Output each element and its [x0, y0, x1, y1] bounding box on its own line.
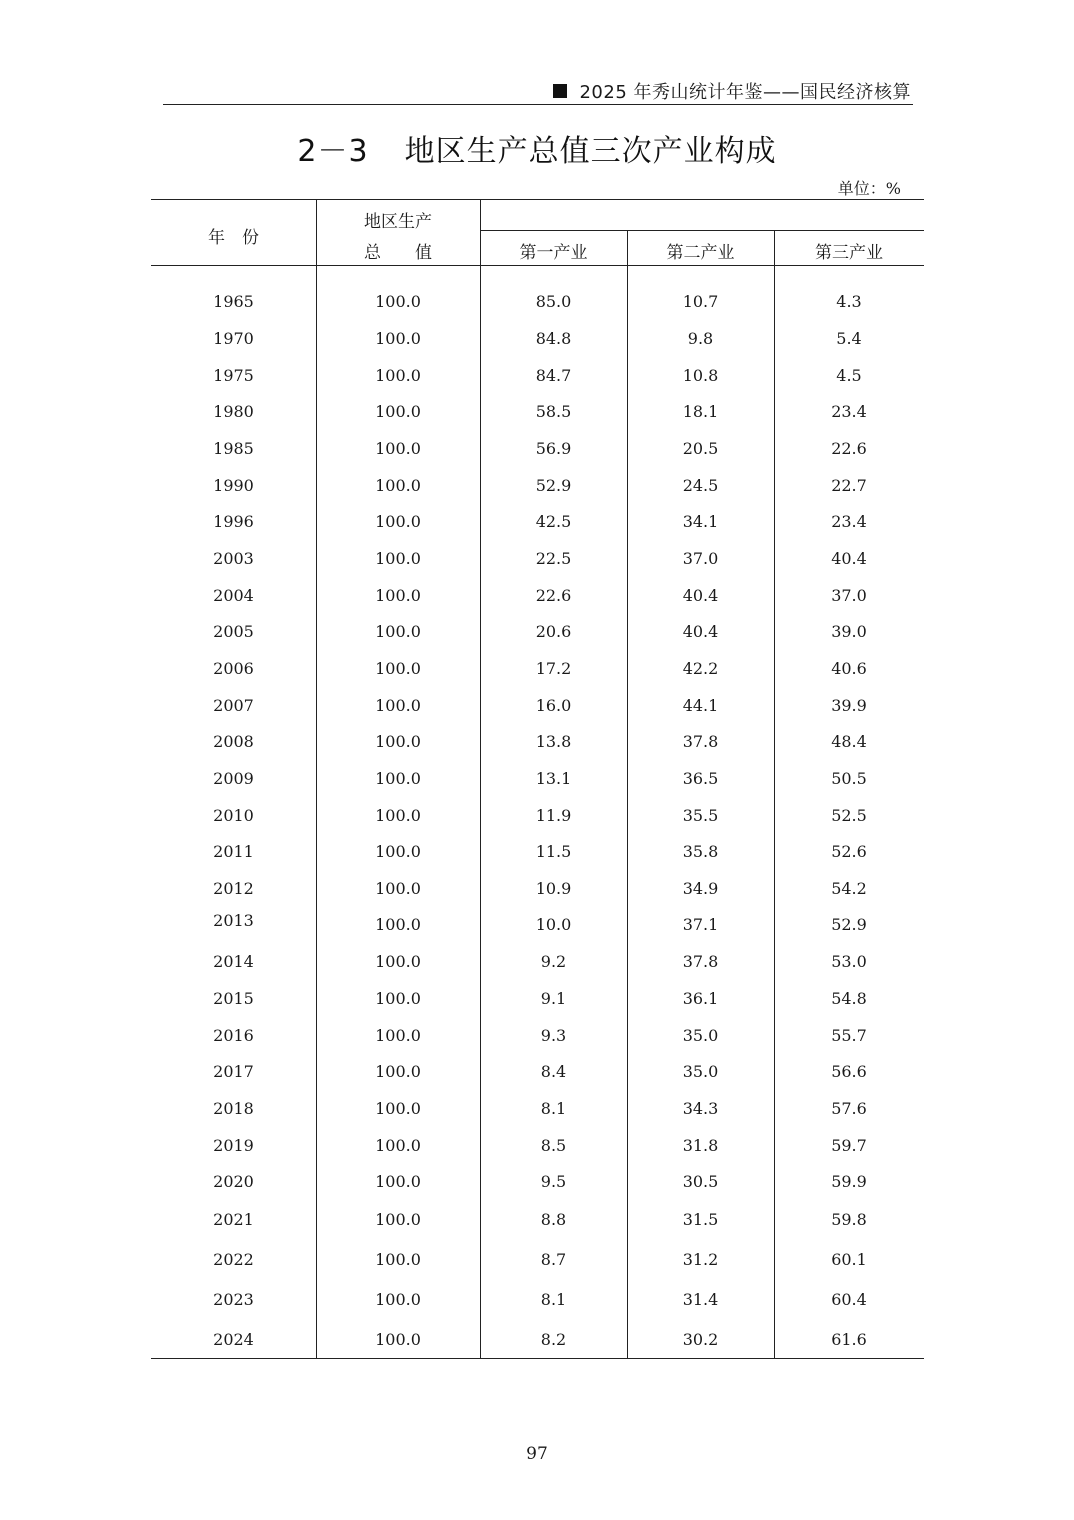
header-year: 年 份: [208, 228, 259, 248]
primary-cell: 10.9: [535, 879, 572, 898]
year-cell: 1980: [213, 402, 254, 421]
gdp-total-cell: 100.0: [375, 329, 421, 348]
header-sub-rule: [480, 230, 924, 231]
primary-cell: 11.9: [535, 806, 572, 825]
table-top-rule: [151, 199, 924, 200]
table-row: [151, 366, 924, 390]
year-cell: 2007: [213, 696, 254, 715]
table-row: [151, 911, 924, 939]
table-title: 地区生产总值三次产业构成: [404, 134, 777, 169]
primary-cell: 52.9: [535, 476, 572, 495]
secondary-cell: 35.0: [682, 1026, 719, 1045]
table-row: [151, 1136, 924, 1160]
year-cell: 1975: [213, 366, 254, 385]
table-row: [151, 952, 924, 976]
secondary-cell: 40.4: [682, 586, 719, 605]
secondary-cell: 37.1: [682, 915, 719, 934]
secondary-cell: 30.5: [682, 1172, 719, 1191]
tertiary-cell: 55.7: [831, 1026, 867, 1045]
year-cell: 2019: [213, 1136, 254, 1155]
table-row: [151, 1172, 924, 1196]
table-number: 2－3: [297, 134, 369, 169]
secondary-cell: 37.8: [682, 732, 719, 751]
tertiary-cell: 57.6: [831, 1099, 867, 1118]
gdp-total-cell: 100.0: [375, 659, 421, 678]
table-row: [151, 622, 924, 646]
tertiary-cell: 52.9: [831, 915, 867, 934]
primary-cell: 8.8: [540, 1210, 567, 1229]
gdp-total-cell: 100.0: [375, 806, 421, 825]
table-row: [151, 1210, 924, 1234]
primary-cell: 58.5: [535, 402, 572, 421]
year-cell: 2009: [213, 769, 254, 788]
tertiary-cell: 22.6: [831, 439, 867, 458]
table-row: [151, 1250, 924, 1274]
unit-label: 单位：%: [837, 179, 901, 198]
header-gdp-line2: 总 值: [364, 243, 432, 263]
gdp-total-cell: 100.0: [375, 586, 421, 605]
primary-cell: 13.8: [535, 732, 572, 751]
tertiary-cell: 40.6: [831, 659, 867, 678]
header-tertiary-industry: 第三产业: [815, 243, 883, 263]
table-row: [151, 989, 924, 1013]
primary-cell: 84.7: [535, 366, 572, 385]
header-bottom-rule: [151, 265, 924, 266]
table-row: [151, 659, 924, 683]
primary-cell: 8.2: [540, 1330, 567, 1349]
year-cell: 2015: [213, 989, 254, 1008]
primary-cell: 8.4: [540, 1062, 567, 1081]
secondary-cell: 31.4: [682, 1290, 719, 1309]
year-cell: 2010: [213, 806, 254, 825]
table-row: [151, 879, 924, 903]
year-cell: 2006: [213, 659, 254, 678]
gdp-total-cell: 100.0: [375, 1062, 421, 1081]
header-primary-industry: 第一产业: [519, 243, 588, 263]
year-cell: 2016: [213, 1026, 254, 1045]
primary-cell: 8.1: [540, 1099, 567, 1118]
year-cell: 2014: [213, 952, 254, 971]
year-cell: 2024: [213, 1330, 254, 1349]
primary-cell: 8.7: [540, 1250, 567, 1269]
table-row: [151, 476, 924, 500]
year-cell: 2021: [213, 1210, 254, 1229]
year-cell: 2020: [213, 1172, 254, 1191]
tertiary-cell: 40.4: [831, 549, 867, 568]
gdp-total-cell: 100.0: [375, 1099, 421, 1118]
tertiary-cell: 59.8: [831, 1210, 867, 1229]
tertiary-cell: 23.4: [831, 512, 867, 531]
year-cell: 1990: [213, 476, 254, 495]
year-cell: 1985: [213, 439, 254, 458]
tertiary-cell: 61.6: [831, 1330, 867, 1349]
tertiary-cell: 5.4: [836, 329, 862, 348]
tertiary-cell: 52.6: [831, 842, 867, 861]
tertiary-cell: 59.7: [831, 1136, 867, 1155]
table-bottom-rule: [151, 1358, 924, 1359]
gdp-total-cell: 100.0: [375, 366, 421, 385]
gdp-total-cell: 100.0: [375, 622, 421, 641]
secondary-cell: 24.5: [682, 476, 719, 495]
table-row: [151, 512, 924, 536]
year-cell: 2005: [213, 622, 254, 641]
tertiary-cell: 60.1: [831, 1250, 867, 1269]
secondary-cell: 20.5: [682, 439, 719, 458]
year-cell: 1996: [213, 512, 254, 531]
tertiary-cell: 50.5: [831, 769, 867, 788]
year-cell: 2003: [213, 549, 254, 568]
tertiary-cell: 39.9: [831, 696, 867, 715]
primary-cell: 11.5: [535, 842, 572, 861]
secondary-cell: 35.0: [682, 1062, 719, 1081]
gdp-total-cell: 100.0: [375, 952, 421, 971]
gdp-total-cell: 100.0: [375, 1290, 421, 1309]
page-number: 97: [526, 1444, 548, 1464]
tertiary-cell: 37.0: [831, 586, 867, 605]
gdp-total-cell: 100.0: [375, 915, 421, 934]
secondary-cell: 31.2: [682, 1250, 719, 1269]
table-row: [151, 696, 924, 720]
year-cell: 2013: [213, 911, 254, 930]
gdp-total-cell: 100.0: [375, 732, 421, 751]
gdp-total-cell: 100.0: [375, 512, 421, 531]
secondary-cell: 34.9: [682, 879, 719, 898]
tertiary-cell: 53.0: [831, 952, 867, 971]
gdp-total-cell: 100.0: [375, 696, 421, 715]
header-secondary-industry: 第二产业: [666, 243, 735, 263]
tertiary-cell: 59.9: [831, 1172, 867, 1191]
primary-cell: 85.0: [535, 292, 572, 311]
year-cell: 2012: [213, 879, 254, 898]
secondary-cell: 31.8: [682, 1136, 719, 1155]
year-cell: 2017: [213, 1062, 254, 1081]
tertiary-cell: 4.3: [836, 292, 862, 311]
gdp-total-cell: 100.0: [375, 989, 421, 1008]
table-row: [151, 329, 924, 353]
year-cell: 2022: [213, 1250, 254, 1269]
tertiary-cell: 54.2: [831, 879, 867, 898]
gdp-total-cell: 100.0: [375, 1172, 421, 1191]
tertiary-cell: 60.4: [831, 1290, 867, 1309]
tertiary-cell: 23.4: [831, 402, 867, 421]
primary-cell: 13.1: [535, 769, 572, 788]
secondary-cell: 37.8: [682, 952, 719, 971]
tertiary-cell: 39.0: [831, 622, 867, 641]
table-row: [151, 586, 924, 610]
table-row: [151, 549, 924, 573]
secondary-cell: 34.1: [682, 512, 719, 531]
primary-cell: 22.5: [535, 549, 572, 568]
gdp-total-cell: 100.0: [375, 842, 421, 861]
year-cell: 2023: [213, 1290, 254, 1309]
secondary-cell: 18.1: [682, 402, 719, 421]
gdp-total-cell: 100.0: [375, 402, 421, 421]
table-row: [151, 1099, 924, 1123]
table-row: [151, 292, 924, 316]
primary-cell: 84.8: [535, 329, 572, 348]
gdp-total-cell: 100.0: [375, 549, 421, 568]
secondary-cell: 36.5: [682, 769, 719, 788]
black-square-icon: [553, 84, 567, 98]
table-row: [151, 1026, 924, 1050]
gdp-total-cell: 100.0: [375, 476, 421, 495]
gdp-total-cell: 100.0: [375, 1026, 421, 1045]
table-row: [151, 769, 924, 793]
year-cell: 1970: [213, 329, 254, 348]
running-header: [163, 76, 913, 105]
year-cell: 2018: [213, 1099, 254, 1118]
secondary-cell: 42.2: [682, 659, 719, 678]
secondary-cell: 34.3: [682, 1099, 719, 1118]
primary-cell: 17.2: [535, 659, 572, 678]
primary-cell: 8.1: [540, 1290, 567, 1309]
year-cell: 1965: [213, 292, 254, 311]
secondary-cell: 40.4: [682, 622, 719, 641]
secondary-cell: 35.5: [682, 806, 719, 825]
primary-cell: 9.1: [540, 989, 567, 1008]
tertiary-cell: 22.7: [831, 476, 867, 495]
table-row: [151, 842, 924, 866]
tertiary-cell: 52.5: [831, 806, 867, 825]
table-row: [151, 439, 924, 463]
secondary-cell: 9.8: [687, 329, 714, 348]
running-header-text: 2025 年秀山统计年鉴——国民经济核算: [579, 82, 911, 103]
data-table: [151, 199, 924, 1359]
primary-cell: 42.5: [535, 512, 572, 531]
tertiary-cell: 54.8: [831, 989, 867, 1008]
year-cell: 2004: [213, 586, 254, 605]
gdp-total-cell: 100.0: [375, 1330, 421, 1349]
table-row: [151, 1062, 924, 1086]
header-gdp-line1: 地区生产: [364, 212, 432, 232]
primary-cell: 10.0: [535, 915, 572, 934]
tertiary-cell: 4.5: [836, 366, 862, 385]
gdp-total-cell: 100.0: [375, 1250, 421, 1269]
secondary-cell: 30.2: [682, 1330, 719, 1349]
table-row: [151, 732, 924, 756]
year-cell: 2011: [213, 842, 254, 861]
primary-cell: 8.5: [540, 1136, 567, 1155]
table-row: [151, 1330, 924, 1354]
tertiary-cell: 48.4: [831, 732, 867, 751]
table-row: [151, 402, 924, 426]
primary-cell: 56.9: [535, 439, 572, 458]
gdp-total-cell: 100.0: [375, 1136, 421, 1155]
gdp-total-cell: 100.0: [375, 292, 421, 311]
table-row: [151, 806, 924, 830]
secondary-cell: 44.1: [682, 696, 719, 715]
page-title: [0, 126, 1074, 170]
table-row: [151, 1290, 924, 1314]
secondary-cell: 31.5: [682, 1210, 719, 1229]
tertiary-cell: 56.6: [831, 1062, 867, 1081]
primary-cell: 20.6: [535, 622, 572, 641]
gdp-total-cell: 100.0: [375, 879, 421, 898]
year-cell: 2008: [213, 732, 254, 751]
secondary-cell: 10.8: [682, 366, 719, 385]
primary-cell: 16.0: [535, 696, 572, 715]
secondary-cell: 36.1: [682, 989, 719, 1008]
secondary-cell: 35.8: [682, 842, 719, 861]
secondary-cell: 37.0: [682, 549, 719, 568]
primary-cell: 9.5: [540, 1172, 567, 1191]
secondary-cell: 10.7: [682, 292, 719, 311]
primary-cell: 9.3: [540, 1026, 567, 1045]
gdp-total-cell: 100.0: [375, 1210, 421, 1229]
gdp-total-cell: 100.0: [375, 439, 421, 458]
primary-cell: 22.6: [535, 586, 572, 605]
primary-cell: 9.2: [540, 952, 567, 971]
gdp-total-cell: 100.0: [375, 769, 421, 788]
